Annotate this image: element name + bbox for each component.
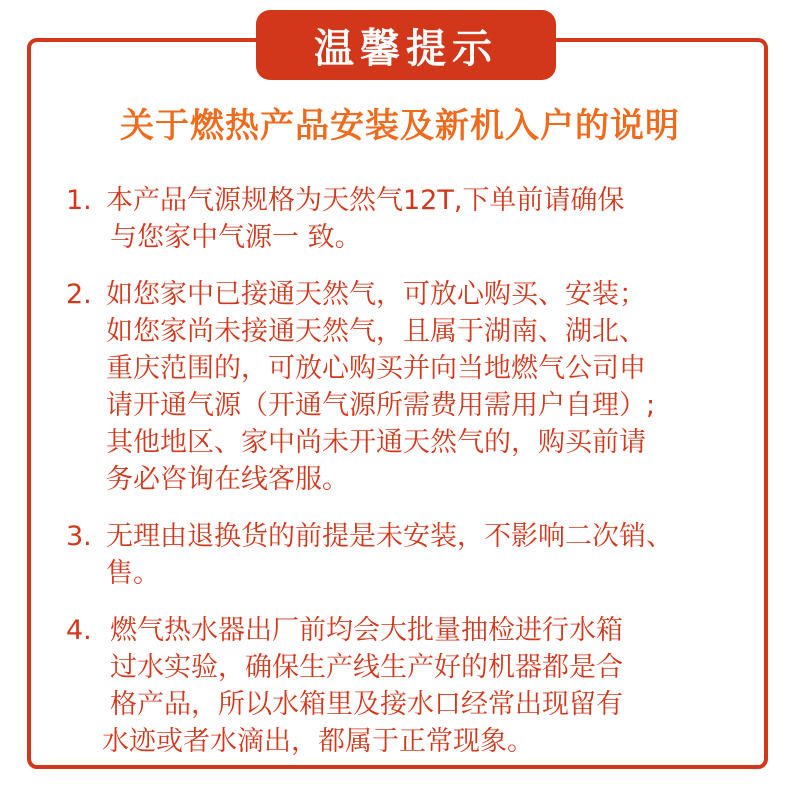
notice-line: 格产品，所以水箱里及接水口经常出现留有 xyxy=(110,689,623,720)
notice-item-number: 4. xyxy=(66,615,92,646)
notice-line: 过水实验，确保生产线生产好的机器都是合 xyxy=(110,652,623,683)
notice-item-2 xyxy=(58,276,758,498)
notice-line: 务必咨询在线客服。 xyxy=(106,464,349,495)
notice-item-number: 1. xyxy=(66,185,92,216)
notice-line: 如您家中已接通天然气，可放心购买、安装； xyxy=(106,279,646,310)
title-banner xyxy=(256,10,556,80)
notice-item-1 xyxy=(58,182,758,256)
notice-item-4 xyxy=(58,612,758,760)
notice-line: 如您家尚未接通天然气，且属于湖南、湖北、 xyxy=(106,316,646,347)
notice-line: 本产品气源规格为天然气12T,下单前请确保 xyxy=(106,185,625,216)
notice-item-number: 2. xyxy=(66,279,92,310)
notice-line: 重庆范围的，可放心购买并向当地燃气公司申 xyxy=(106,353,646,384)
notice-line: 与您家中气源一 致。 xyxy=(110,222,362,253)
notice-line: 请开通气源（开通气源所需费用需用户自理）; xyxy=(106,390,656,421)
notice-line: 燃气热水器出厂前均会大批量抽检进行水箱 xyxy=(110,615,623,646)
notice-line: 无理由退换货的前提是未安装，不影响二次销、 xyxy=(106,521,673,552)
notice-list xyxy=(58,182,758,780)
notice-subtitle: 关于燃热产品安装及新机入户的说明 xyxy=(120,106,680,146)
notice-line: 其他地区、家中尚未开通天然气的，购买前请 xyxy=(106,427,646,458)
notice-line: 水迹或者水滴出，都属于正常现象。 xyxy=(102,726,534,757)
page-title: 温馨提示 xyxy=(314,25,498,72)
notice-item-number: 3. xyxy=(66,521,92,552)
notice-line: 售。 xyxy=(106,558,160,589)
notice-item-3 xyxy=(58,518,758,592)
